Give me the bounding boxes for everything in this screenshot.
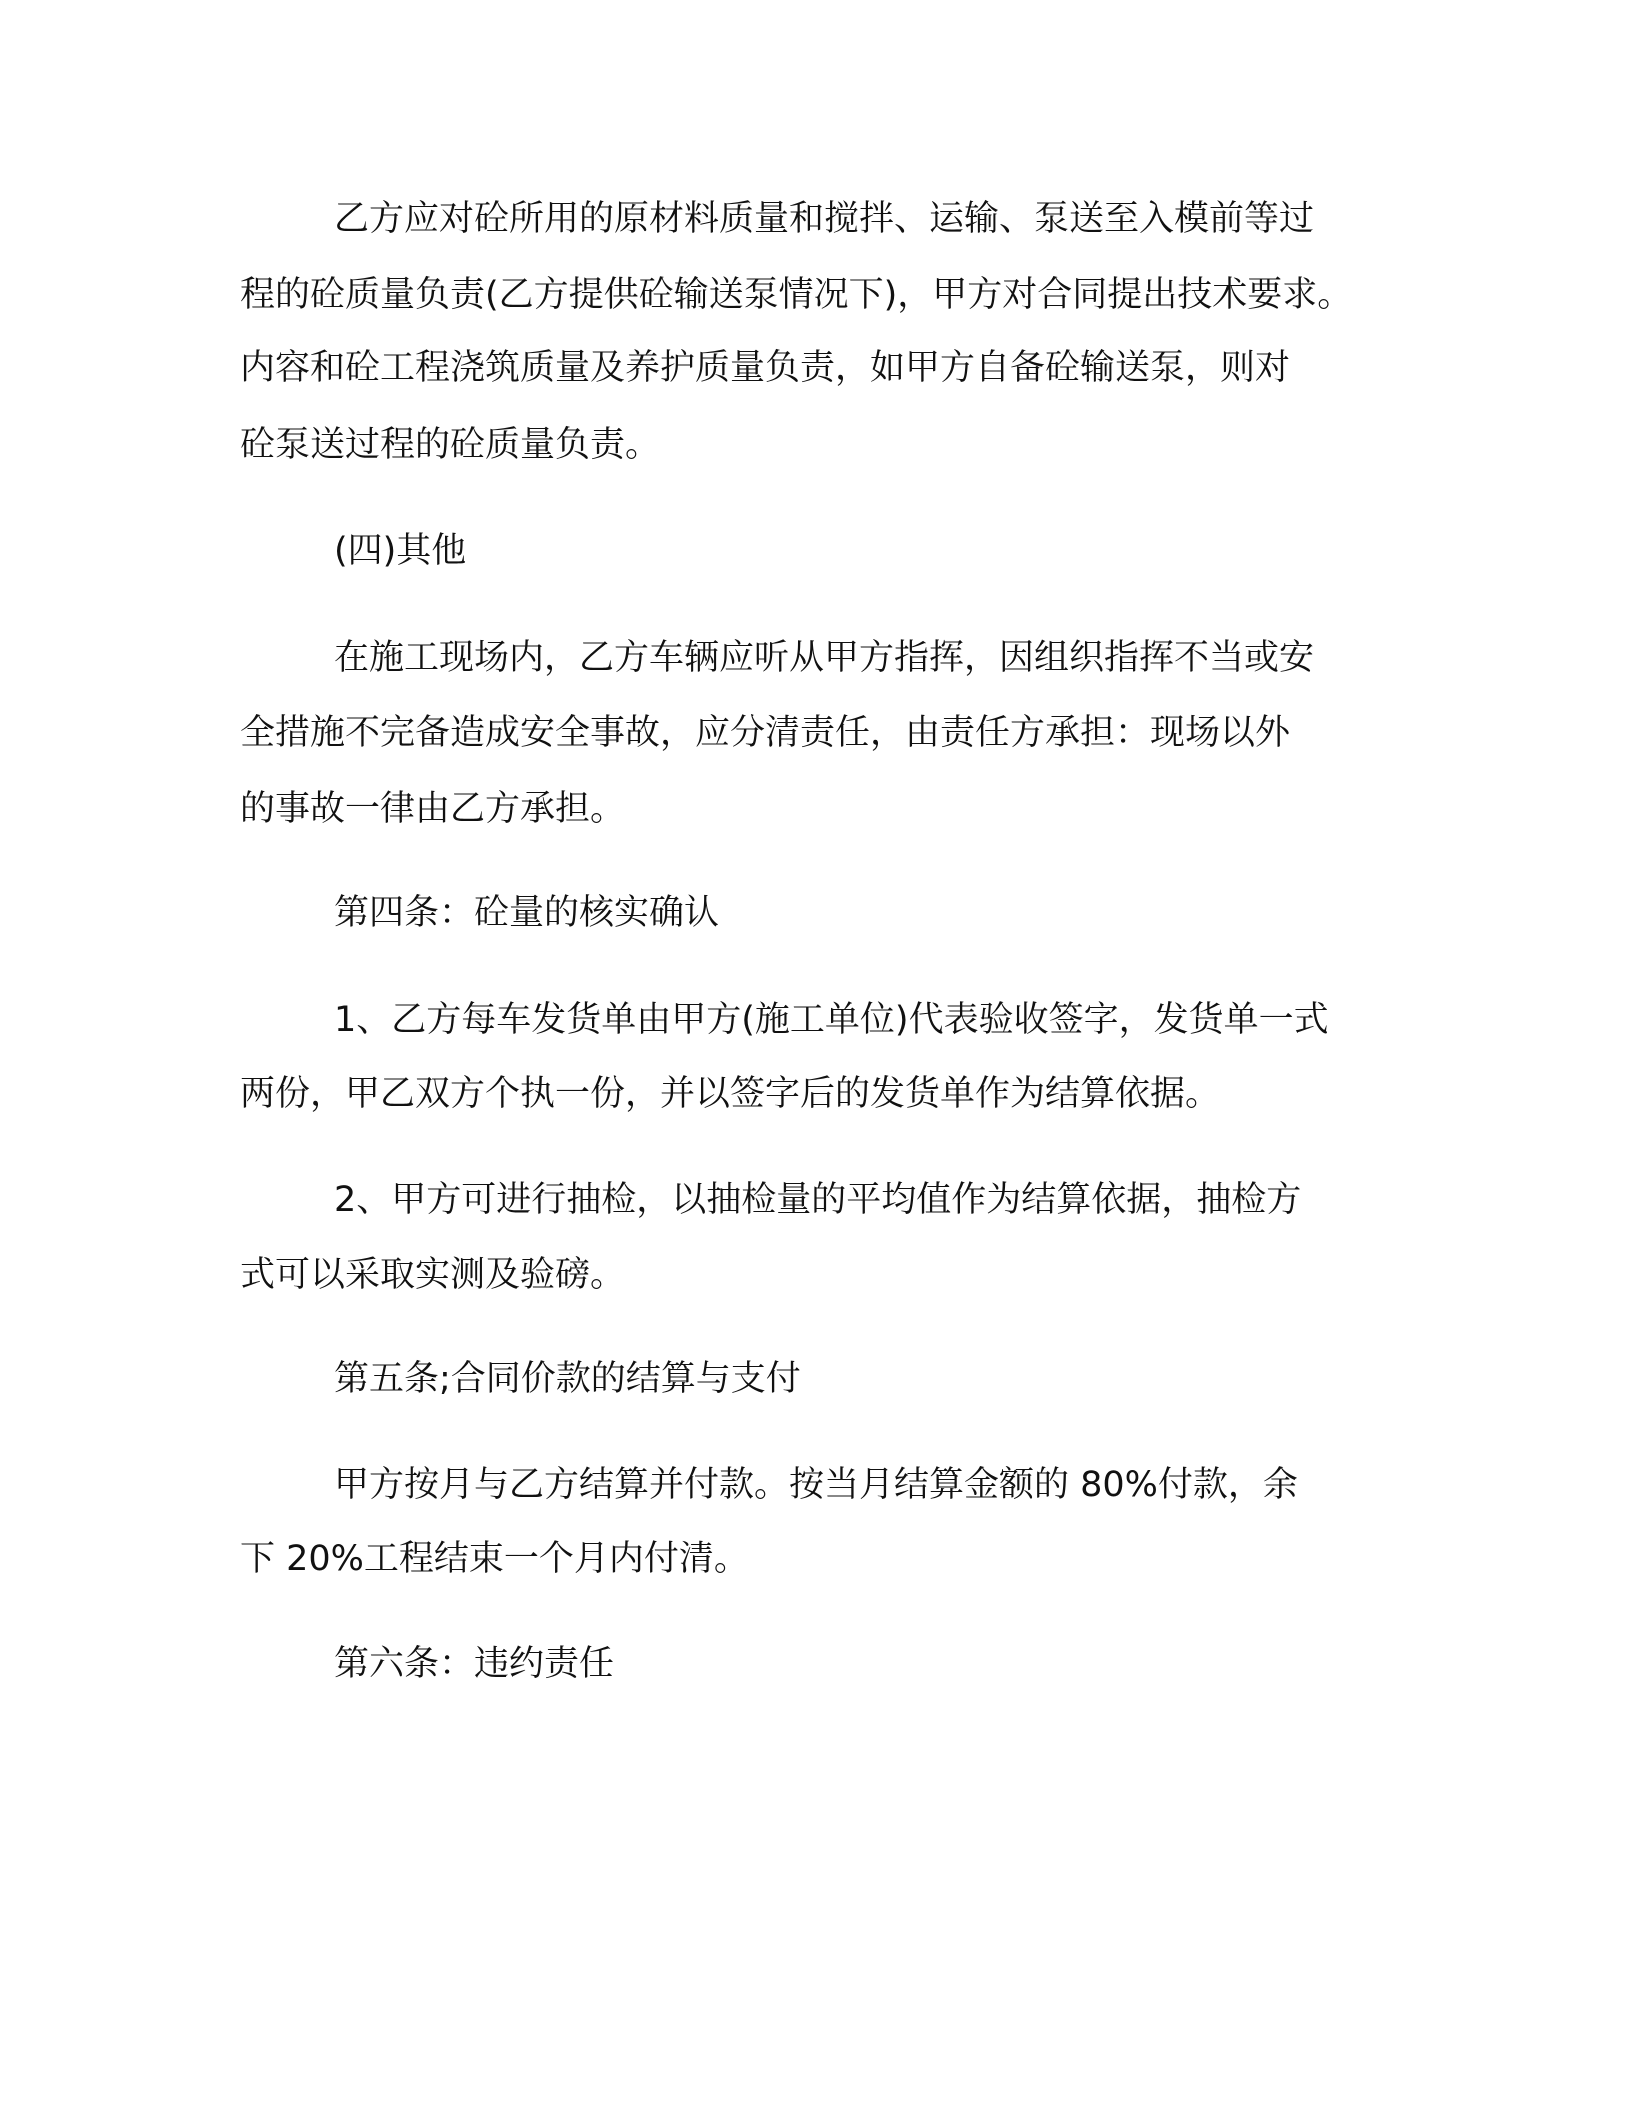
paragraph-1-line-3: 内容和砼工程浇筑质量及养护质量负责，如甲方自备砼输送泵，则对 bbox=[240, 348, 1291, 388]
article-6-heading: 第六条：违约责任 bbox=[334, 1644, 615, 1684]
section-heading-other: (四)其他 bbox=[334, 531, 467, 571]
paragraph-1-line-2: 程的砼质量负责(乙方提供砼输送泵情况下)，甲方对合同提出技术要求。 bbox=[240, 275, 1353, 315]
paragraph-1-line-4: 砼泵送过程的砼质量负责。 bbox=[240, 425, 661, 465]
article-5-heading: 第五条;合同价款的结算与支付 bbox=[334, 1359, 801, 1399]
paragraph-5-line-2: 两份，甲乙双方个执一份，并以签字后的发货单作为结算依据。 bbox=[240, 1074, 1221, 1114]
paragraph-8-line-1: 甲方按月与乙方结算并付款。按当月结算金额的 80%付款，余 bbox=[334, 1465, 1298, 1505]
paragraph-3-line-2: 全措施不完备造成安全事故，应分清责任，由责任方承担：现场以外 bbox=[240, 713, 1291, 753]
paragraph-3-line-1: 在施工现场内，乙方车辆应听从甲方指挥，因组织指挥不当或安 bbox=[334, 638, 1315, 678]
paragraph-1-line-1: 乙方应对砼所用的原材料质量和搅拌、运输、泵送至入模前等过 bbox=[334, 199, 1315, 239]
paragraph-6-line-2: 式可以采取实测及验磅。 bbox=[240, 1255, 626, 1295]
paragraph-6-line-1: 2、甲方可进行抽检，以抽检量的平均值作为结算依据，抽检方 bbox=[334, 1180, 1302, 1220]
paragraph-3-line-3: 的事故一律由乙方承担。 bbox=[240, 789, 626, 829]
paragraph-5-line-1: 1、乙方每车发货单由甲方(施工单位)代表验收签字，发货单一式 bbox=[334, 1000, 1329, 1040]
paragraph-8-line-2: 下 20%工程结束一个月内付清。 bbox=[240, 1539, 749, 1579]
article-4-heading: 第四条：砼量的核实确认 bbox=[334, 893, 720, 933]
